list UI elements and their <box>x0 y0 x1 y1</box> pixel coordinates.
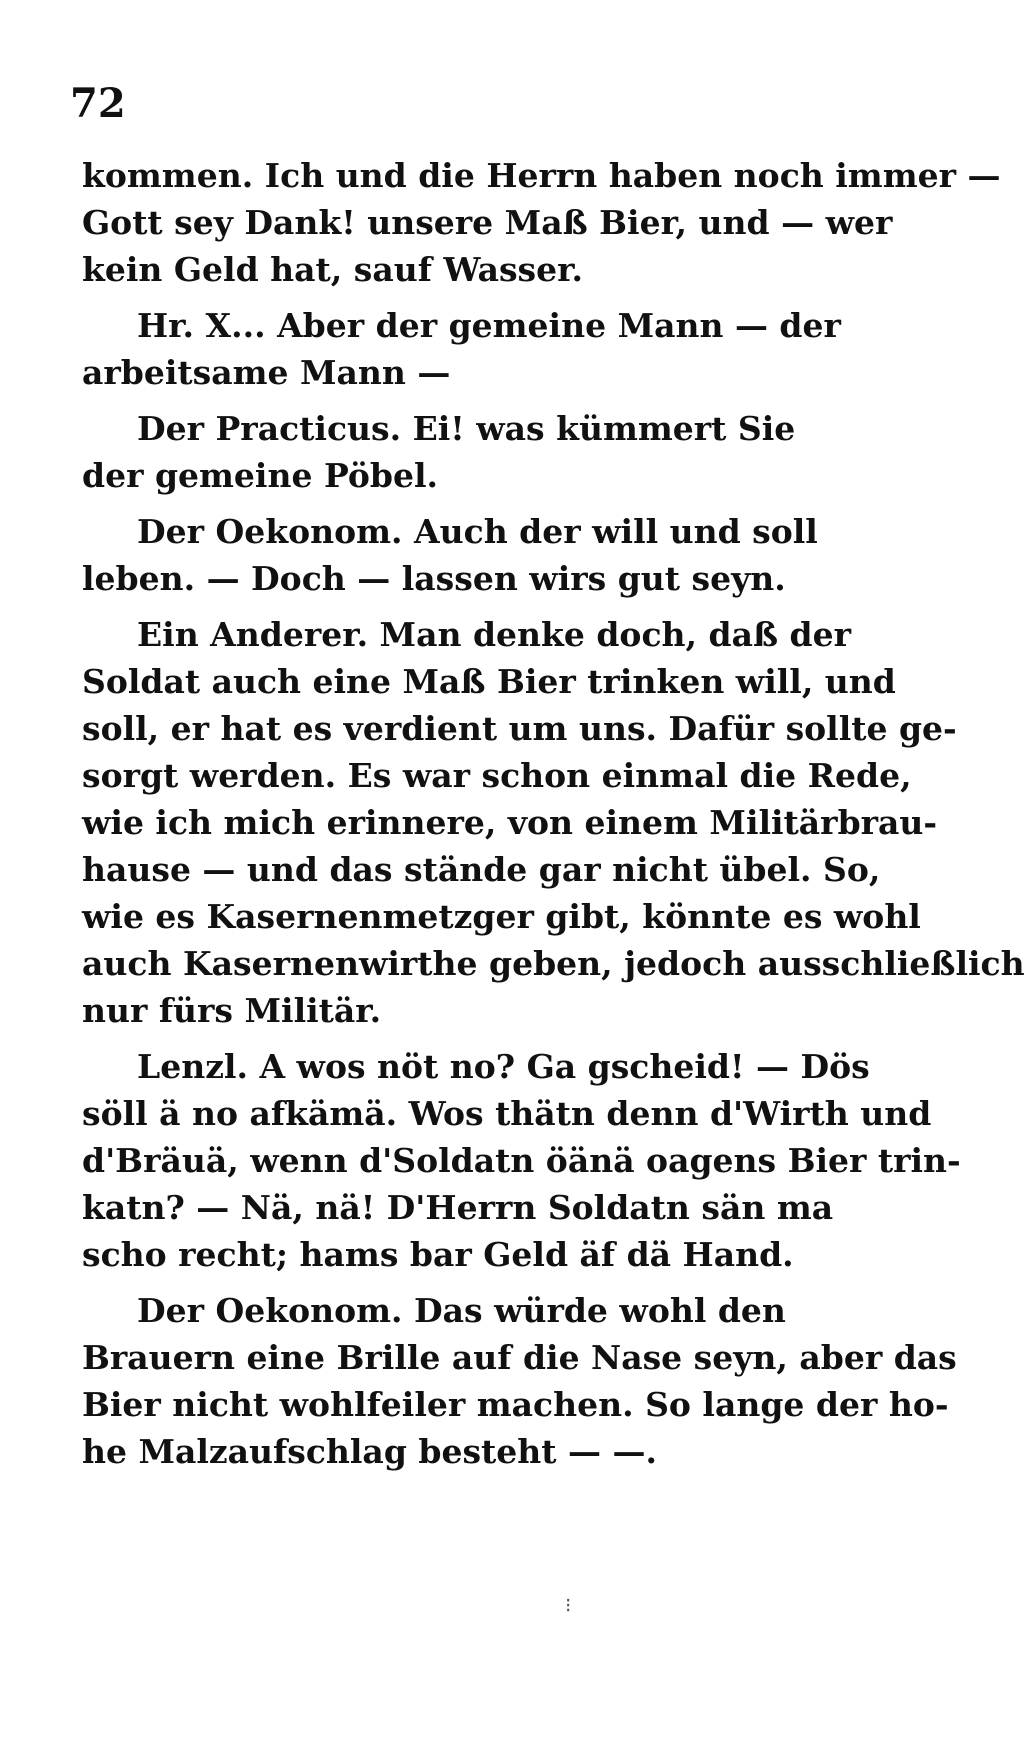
paragraph-7 <box>82 1287 957 1475</box>
paragraph-3 <box>82 405 882 499</box>
text-line: d'Bräuä, wenn d'Soldatn öänä oagens Bier trin- <box>82 1141 961 1180</box>
paragraph-6 <box>82 1043 961 1278</box>
text-line: he Malzaufschlag besteht — —. <box>82 1432 657 1471</box>
text-line: Der Oekonom. Auch der will und soll <box>137 512 818 551</box>
text-line: auch Kasernenwirthe geben, jedoch ausschließlich <box>82 944 1025 983</box>
text-line: wie ich mich erinnere, von einem Militärbrau- <box>82 803 938 842</box>
text-line: arbeitsame Mann — <box>82 353 451 392</box>
text-line: Der Oekonom. Das würde wohl den <box>137 1291 786 1330</box>
text-line: leben. — Doch — lassen wirs gut seyn. <box>82 559 786 598</box>
text-line: wie es Kasernenmetzger gibt, könnte es wohl <box>82 897 921 936</box>
text-line: Brauern eine Brille auf die Nase seyn, aber das <box>82 1338 957 1377</box>
text-line: Soldat auch eine Maß Bier trinken will, und <box>82 662 896 701</box>
printer-mark: ⁝ <box>565 1593 572 1617</box>
text-line: söll ä no afkämä. Wos thätn denn d'Wirth und <box>82 1094 932 1133</box>
paragraph-2 <box>82 302 882 396</box>
text-line: Gott sey Dank! unsere Maß Bier, und — wer <box>82 203 893 242</box>
body-text <box>82 152 1025 1484</box>
text-line: kommen. Ich und die Herrn haben noch immer — <box>82 156 1001 195</box>
text-line: Ein Anderer. Man denke doch, daß der <box>137 615 851 654</box>
text-line: Hr. X... Aber der gemeine Mann — der <box>137 306 841 345</box>
paragraph-1 <box>82 152 1001 293</box>
paragraph-4 <box>82 508 882 602</box>
text-line: soll, er hat es verdient um uns. Dafür sollte ge- <box>82 709 957 748</box>
text-line: Lenzl. A wos nöt no? Ga gscheid! — Dös <box>137 1047 870 1086</box>
text-line: scho recht; hams bar Geld äf dä Hand. <box>82 1235 794 1274</box>
text-line: Der Practicus. Ei! was kümmert Sie <box>137 409 796 448</box>
text-line: sorgt werden. Es war schon einmal die Rede, <box>82 756 912 795</box>
text-line: katn? — Nä, nä! D'Herrn Soldatn sän ma <box>82 1188 834 1227</box>
paragraph-5 <box>82 611 1025 1034</box>
text-line: Bier nicht wohlfeiler machen. So lange der ho- <box>82 1385 949 1424</box>
page-number: 72 <box>70 80 126 127</box>
text-line: der gemeine Pöbel. <box>82 456 438 495</box>
text-line: kein Geld hat, sauf Wasser. <box>82 250 583 289</box>
text-line: nur fürs Militär. <box>82 991 382 1030</box>
text-line: hause — und das stände gar nicht übel. So, <box>82 850 881 889</box>
